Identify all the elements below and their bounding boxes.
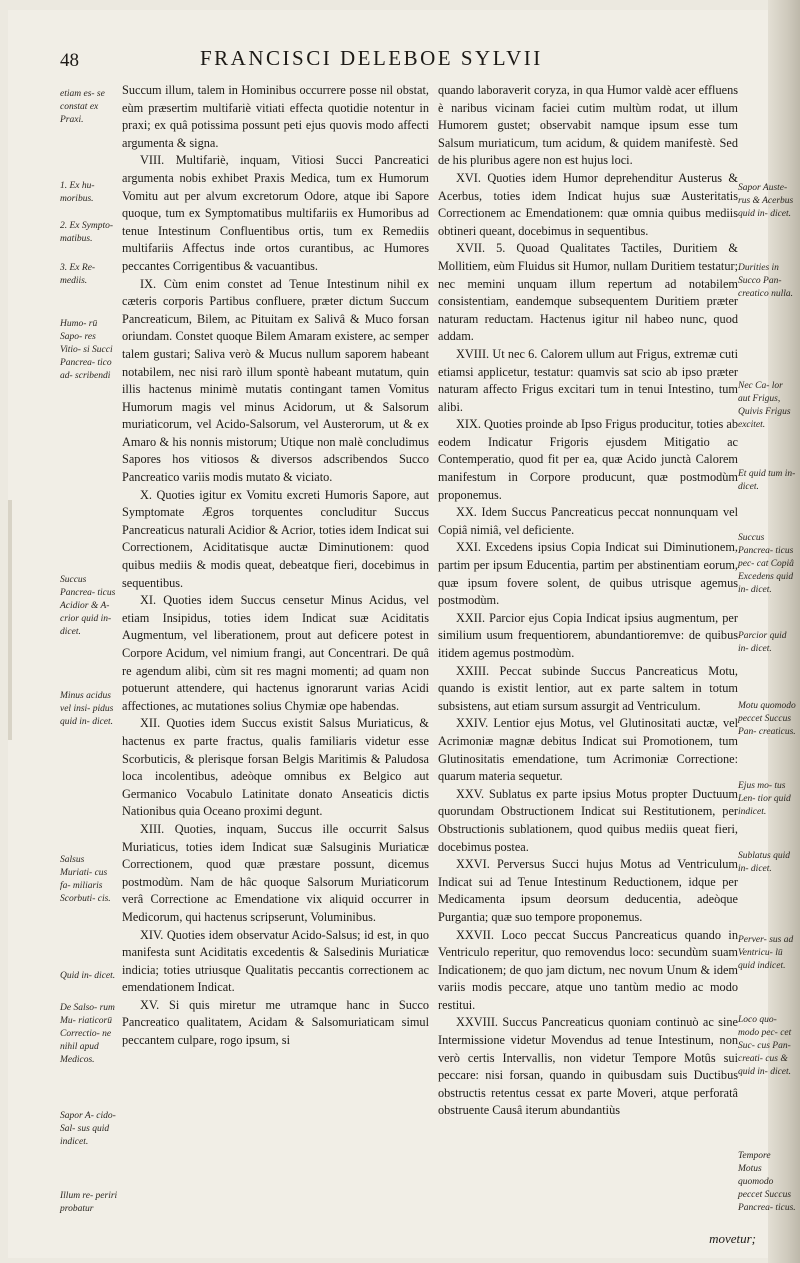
margin-note: Sapor A- cido-Sal- sus quid indicet. <box>60 1111 116 1147</box>
margin-note: 2. Ex Sympto- matibus. <box>60 221 114 244</box>
margin-note: Parcior quid in- dicet. <box>738 631 787 654</box>
paragraph: XI. Quoties idem Succus censetur Minus Acidus, vel etiam Insipidus, toties idem Indicat suæ Aciditatis Augmentum, vel liberationem, prout aut deficere potest in Corpore Acidum, vel nimium frangi, aut Concentrari. De quâ re agendum alibi, cùm sit res magni momenti; ad quam non potuerunt attendere, qui hactenus ignorarunt varias Acidi affectiones, ac mutationes solius Chymiæ ope habendas. <box>122 593 429 713</box>
margin-note: Perver- sus ad Ventricu- lū quid indicet. <box>738 935 794 971</box>
paragraph: quando laboraverit coryza, in qua Humor valdè acer effluens è naribus vicinam faciei cutim multùm rodat, ut illum Humorem gustet; observabit namque ipsum esse tum Salsum muriaticum, tum acidum, & quidem manifestè. Sed de his pluribus agere non est hujus loci. <box>438 83 738 168</box>
margin-note: 3. Ex Re- mediis. <box>60 263 96 286</box>
margin-note: Durities in Succo Pan- creatico nulla. <box>738 263 794 299</box>
margin-note: Et quid tum in- dicet. <box>738 469 796 492</box>
paragraph: XXVII. Loco peccat Succus Pancreaticus quando in Ventriculo reperitur, quo removendus loco: secundùm suam Indicationem; de quo jam dictum, nec novum Unum & idem variis modis peccare, atque uno tantùm medio ac modo restitui. <box>438 927 738 1012</box>
paragraph: XXIV. Lentior ejus Motus, vel Glutinositati auctæ, vel Acrimoniæ magnæ debitus Indicat sui Promotionem, tum Glutinositatis emendatione, tum Acrimoniæ Correctione: quarum materia sequetur. <box>438 716 738 784</box>
paragraph: XII. Quoties idem Succus existit Salsus Muriaticus, & hactenus ex parte fractus, qualis familiaris videtur esse Scorbuticis, & plerisque forsan Belgis Maritimis & Paludosa loca incolentibus, adeòque omnibus ex Belgico aut Germanico Vocabulo Latinitate donato Anseaticis dictis Nationibus quia Oceano proximi degunt. <box>122 716 429 819</box>
margin-note: De Salso- rum Mu- riaticorū Correctio- ne nihil apud Medicos. <box>60 1003 115 1065</box>
margin-note: Minus acidus vel insi- pidus quid in- dicet. <box>60 691 114 727</box>
right-column <box>438 82 738 1120</box>
paragraph: XXVI. Perversus Succi hujus Motus ad Ventriculum Indicat sui ad Tenue Intestinum Reductionem, idque per Medicamenta ipsum deorsum deducentia, adeòque Purgantia; quæ suo tempore proponemus. <box>438 857 738 924</box>
paragraph: XIV. Quoties idem observatur Acido-Salsus; id est, in quo manifesta sunt Aciditatis excedentis & Salsedinis Muriaticæ indicia; toties utriusque Qualitatis peccantis correctionem ac emendationem Indicat. <box>122 927 429 995</box>
paragraph: IX. Cùm enim constet ad Tenue Intestinum nihil ex cæteris corporis Partibus confluere, præter dictum Succum Pancreaticum, Bilem, ac Pituitam ex Salivâ & Muco forsan oriundam. Constet quoque Bilem Amaram existere, ac semper talem gustari; Saliva verò & Mucus nullum saporem habeant notabilem, nec nisi rarò illum spontè habeant mutatum, quin illis hactenus minimè mutatis contingant tamen Vomitus Humorum magis vel minus Acidorum, ut & Salsorum muriaticorum, vel Acido-Salsorum, vel Austerorum, ut & ex Amaro & his nonnis mistorum; Utique non malè concludimus Sapores hos vitiosos & diversos adscribendos Succo Pancreatico variis modis mutato & viciato. <box>122 276 429 485</box>
margin-note: Succus Pancrea- ticus Acidior & A- crior quid in- dicet. <box>60 575 116 637</box>
margin-note: Motu quomodo peccet Succus Pan- creaticus. <box>738 701 796 737</box>
paragraph: XIII. Quoties, inquam, Succus ille occurrit Salsus Muriaticus, toties idem Indicat suæ Salsuginis Muriaticæ Correctionem, quod quæ præstare possunt, dicemus postmodùm. Nam de hâc quoque Salsorum Muriaticorum verâ Correctione ac Emendatione vix aliquid occurrer in Medicorum, qui hactenus scripserunt, Voluminibus. <box>122 821 429 924</box>
left-column <box>122 82 429 1050</box>
margin-note: Illum re- periri probatur <box>60 1191 118 1214</box>
paragraph: XVI. Quoties idem Humor deprehenditur Austerus & Acerbus, toties idem Indicat hujus suæ Austeritatis Correctionem ac Emendationem: quæ omnia quibus mediis obtineri queant, docebimus in sequentibus. <box>438 170 738 238</box>
margin-note: Tempore Motus quomodo peccet Succus Pancrea- ticus. <box>738 1151 796 1213</box>
paragraph: VIII. Multifariè, inquam, Vitiosi Succi Pancreatici argumenta nobis exhibet Praxis Medica, tum ex Humorum Vomitu aut per alvum excretorum Odore, atque ibi Sapore quoque, tum ex Symptomatibus multifariis ex Humoribus ad tenue Intestinum Confluentibus ortis, tum ex Remediis multifariis Affectus inde ortos curantibus, ac Humores peccantes Corrigentibus & vacuantibus. <box>122 153 429 273</box>
margin-note: Nec Ca- lor aut Frigus, Quivis Frigus excitet. <box>738 381 791 430</box>
page-number: 48 <box>60 50 79 71</box>
running-head: FRANCISCI DELEBOE SYLVII <box>200 46 543 70</box>
paragraph: XVII. 5. Quoad Qualitates Tactiles, Duritiem & Mollitiem, eùm Fluidus sit Humor, nullam Duritiem testatur; nec memini unquam illum repertum ad notabilem consistentiam, eandemque subsequentem Duritiem præter naturam reductam. Hactenus igitur nil habeo nunc, quod addam. <box>438 241 738 344</box>
page-header <box>0 40 800 76</box>
paragraph: XXI. Excedens ipsius Copia Indicat sui Diminutionem, partim per ipsum Educentia, partim per abstinentiam eorum, quæ ipsum fovere solent, de quibus utrisque agemus postmodùm. <box>438 540 738 608</box>
paragraph: Succum illum, talem in Hominibus occurrere posse nil obstat, eùm præsertim multifariè vitiati effecta quotidie notentur in praxi; ex quâ potissima possunt peti ejus quovis modo affecti argumenta & signa. <box>122 83 429 150</box>
margin-note: Sapor Auste- rus & Acerbus quid in- dicet. <box>738 183 794 219</box>
margin-note: etiam es- se constat ex Praxi. <box>60 89 105 125</box>
margin-note: Salsus Muriati- cus fa- miliaris Scorbuti- cis. <box>60 855 111 904</box>
margin-note: Quid in- dicet. <box>60 971 116 981</box>
catchword: movetur; <box>709 1231 756 1246</box>
paragraph: XXVIII. Succus Pancreaticus quoniam continuò ac sine Intermissione videtur Movendus ad tenue Intestinum, non verò certis Intervallis, non videtur Tempore Motûs sui peccare: nisi forsan, quando in quibusdam suis Ductibus obstructis retentus cessat ex parte Moveri, atque perforatâ obstruente Causâ iterum abundantiùs <box>438 1015 738 1118</box>
paragraph: XXII. Parcior ejus Copia Indicat ipsius augmentum, per similium usum frequentiorem, abundantioremve: de quibus itidem agemus postmodùm. <box>438 610 738 660</box>
paragraph: XIX. Quoties proinde ab Ipso Frigus producitur, toties ab eodem Indicatur Frigoris ejusdem Mitigatio ac Contemperatio, quod fit per ea, quæ Acido junctà Calorem manifestum in Corpore producunt, quæ postmodùm proponemus. <box>438 417 738 502</box>
margin-note: 1. Ex hu- moribus. <box>60 181 95 204</box>
paragraph: X. Quoties igitur ex Vomitu excreti Humoris Sapore, aut Symptomate Ægros torquentes concluditur Succus Pancreaticus naturali Acidior & Acrior, toties idem Indicat sui Correctionem, Aciditatisque auctæ Diminutionem: quod quibus mediis & modis queat, debeatque fieri, docebimus in sequentibus. <box>122 487 429 590</box>
margin-note: Ejus mo- tus Len- tior quid indicet. <box>738 781 791 817</box>
margin-note: Succus Pancrea- ticus pec- cat Copiâ Excedens quid in- dicet. <box>738 533 794 595</box>
margin-note: Loco quo- modo pec- cet Suc- cus Pan- creati- cus & quid in- dicet. <box>738 1015 792 1077</box>
margin-note: Sublatus quid in- dicet. <box>738 851 790 874</box>
margin-note: Humo- rū Sapo- res Vitio- si Succi Pancrea- tico ad- scribendi <box>60 319 113 381</box>
page-stain <box>8 500 12 740</box>
paragraph: XVIII. Ut nec 6. Calorem ullum aut Frigus, extremæ cuti etiamsi applicetur, testatur: quamvis sat scio ab ipso præter naturam affecto Frigus excitari tum in tenui Intestino, tum alibi. <box>438 346 738 414</box>
paragraph: XXIII. Peccat subinde Succus Pancreaticus Motu, quando is existit lentior, aut ex parte saltem in totum subsistens, aut etiam sursum assurgit ad Ventriculum. <box>438 663 738 713</box>
paragraph: XX. Idem Succus Pancreaticus peccat nonnunquam vel Copiâ nimiâ, vel deficiente. <box>438 505 738 537</box>
paragraph: XV. Si quis miretur me utramque hanc in Succo Pancreatico qualitatem, Acidam & Salsomuriaticam simul peccantem culpare, rogo ipsum, si <box>122 997 429 1048</box>
paragraph: XXV. Sublatus ex parte ipsius Motus propter Ductuum quorundam Obstructionem Indicat sui Restitutionem, per Obstructionis sublationem, quod quibus mediis queat fieri, docebimus postea. <box>438 786 738 854</box>
